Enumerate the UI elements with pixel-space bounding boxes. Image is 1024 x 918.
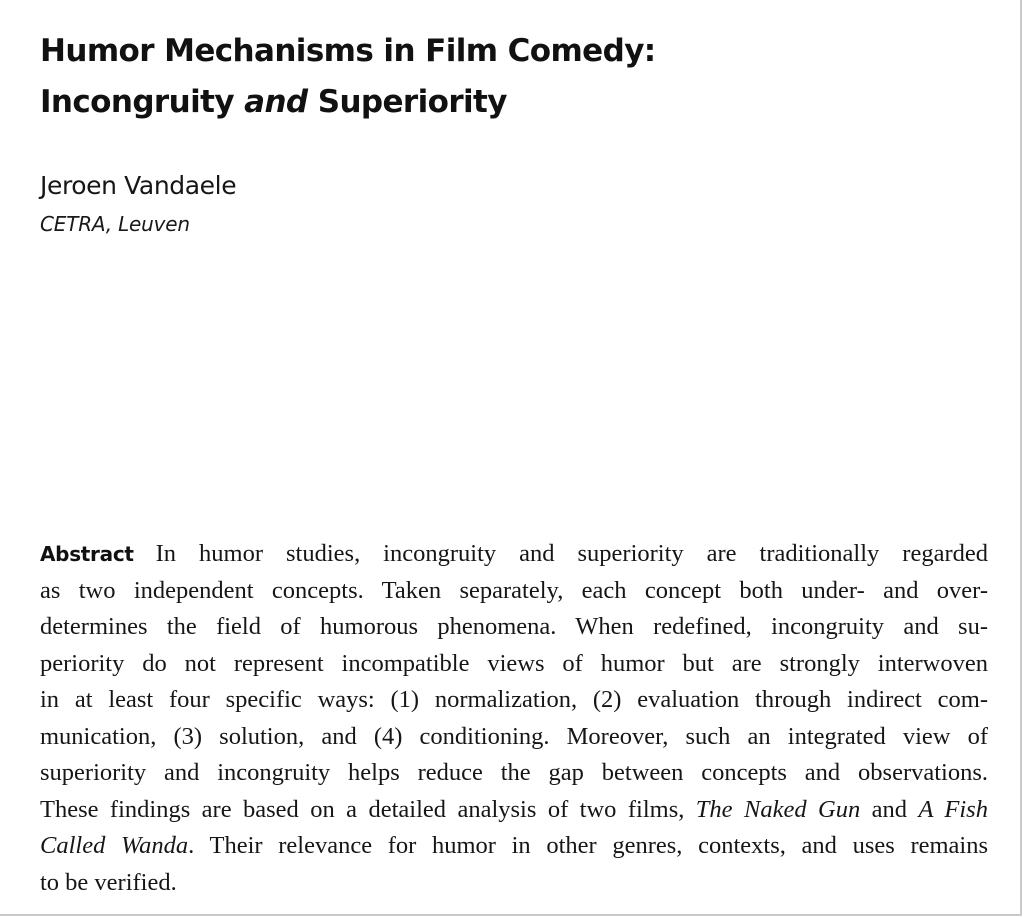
title-line-2-end: Superiority: [307, 84, 507, 120]
abstract-line-8: [40, 792, 988, 829]
abstract-line-2: as two independent concepts. Taken separately, each concept both under- and over-: [40, 576, 988, 604]
abstract-text-8-start: These findings are based on a detailed analysis of two films,: [40, 795, 696, 823]
abstract-line-6: munication, (3) solution, and (4) conditioning. Moreover, such an integrated view of: [40, 722, 988, 750]
abstract-line-4: periority do not represent incompatible views of humor but are strongly interwoven: [40, 649, 988, 677]
author-affiliation: CETRA, Leuven: [40, 212, 190, 236]
paper-title: [40, 26, 940, 128]
title-line-2: [40, 77, 940, 128]
abstract-line-10: to be verified.: [40, 868, 177, 896]
abstract-line-5: in at least four specific ways: (1) normalization, (2) evaluation through indirect com-: [40, 686, 988, 713]
film-title-fish-wanda-start: A Fish: [918, 795, 988, 823]
abstract-label: Abstract: [40, 542, 134, 566]
abstract-text-8-and: and: [860, 795, 919, 823]
film-title-fish-wanda-end: Called Wanda: [40, 832, 189, 859]
film-title-naked-gun: The Naked Gun: [695, 795, 861, 823]
abstract-line-3: determines the field of humorous phenomena. When redefined, incongruity and su-: [40, 613, 988, 640]
title-italic-and: and: [244, 84, 308, 120]
abstract-line-7: superiority and incongruity helps reduce the gap between concepts and observations.: [40, 759, 988, 786]
abstract-text-1: In humor studies, incongruity and superiority are traditionally regarded: [155, 540, 988, 567]
title-line-1: Humor Mechanisms in Film Comedy:: [40, 33, 656, 69]
abstract-line-9: [40, 828, 988, 865]
abstract-line-1: [40, 536, 988, 573]
abstract: [40, 536, 988, 901]
title-line-2-start: Incongruity: [40, 84, 245, 120]
author-name: Jeroen Vandaele: [40, 171, 237, 200]
abstract-text-9: . Their relevance for humor in other genres, contexts, and uses remains: [188, 832, 988, 859]
